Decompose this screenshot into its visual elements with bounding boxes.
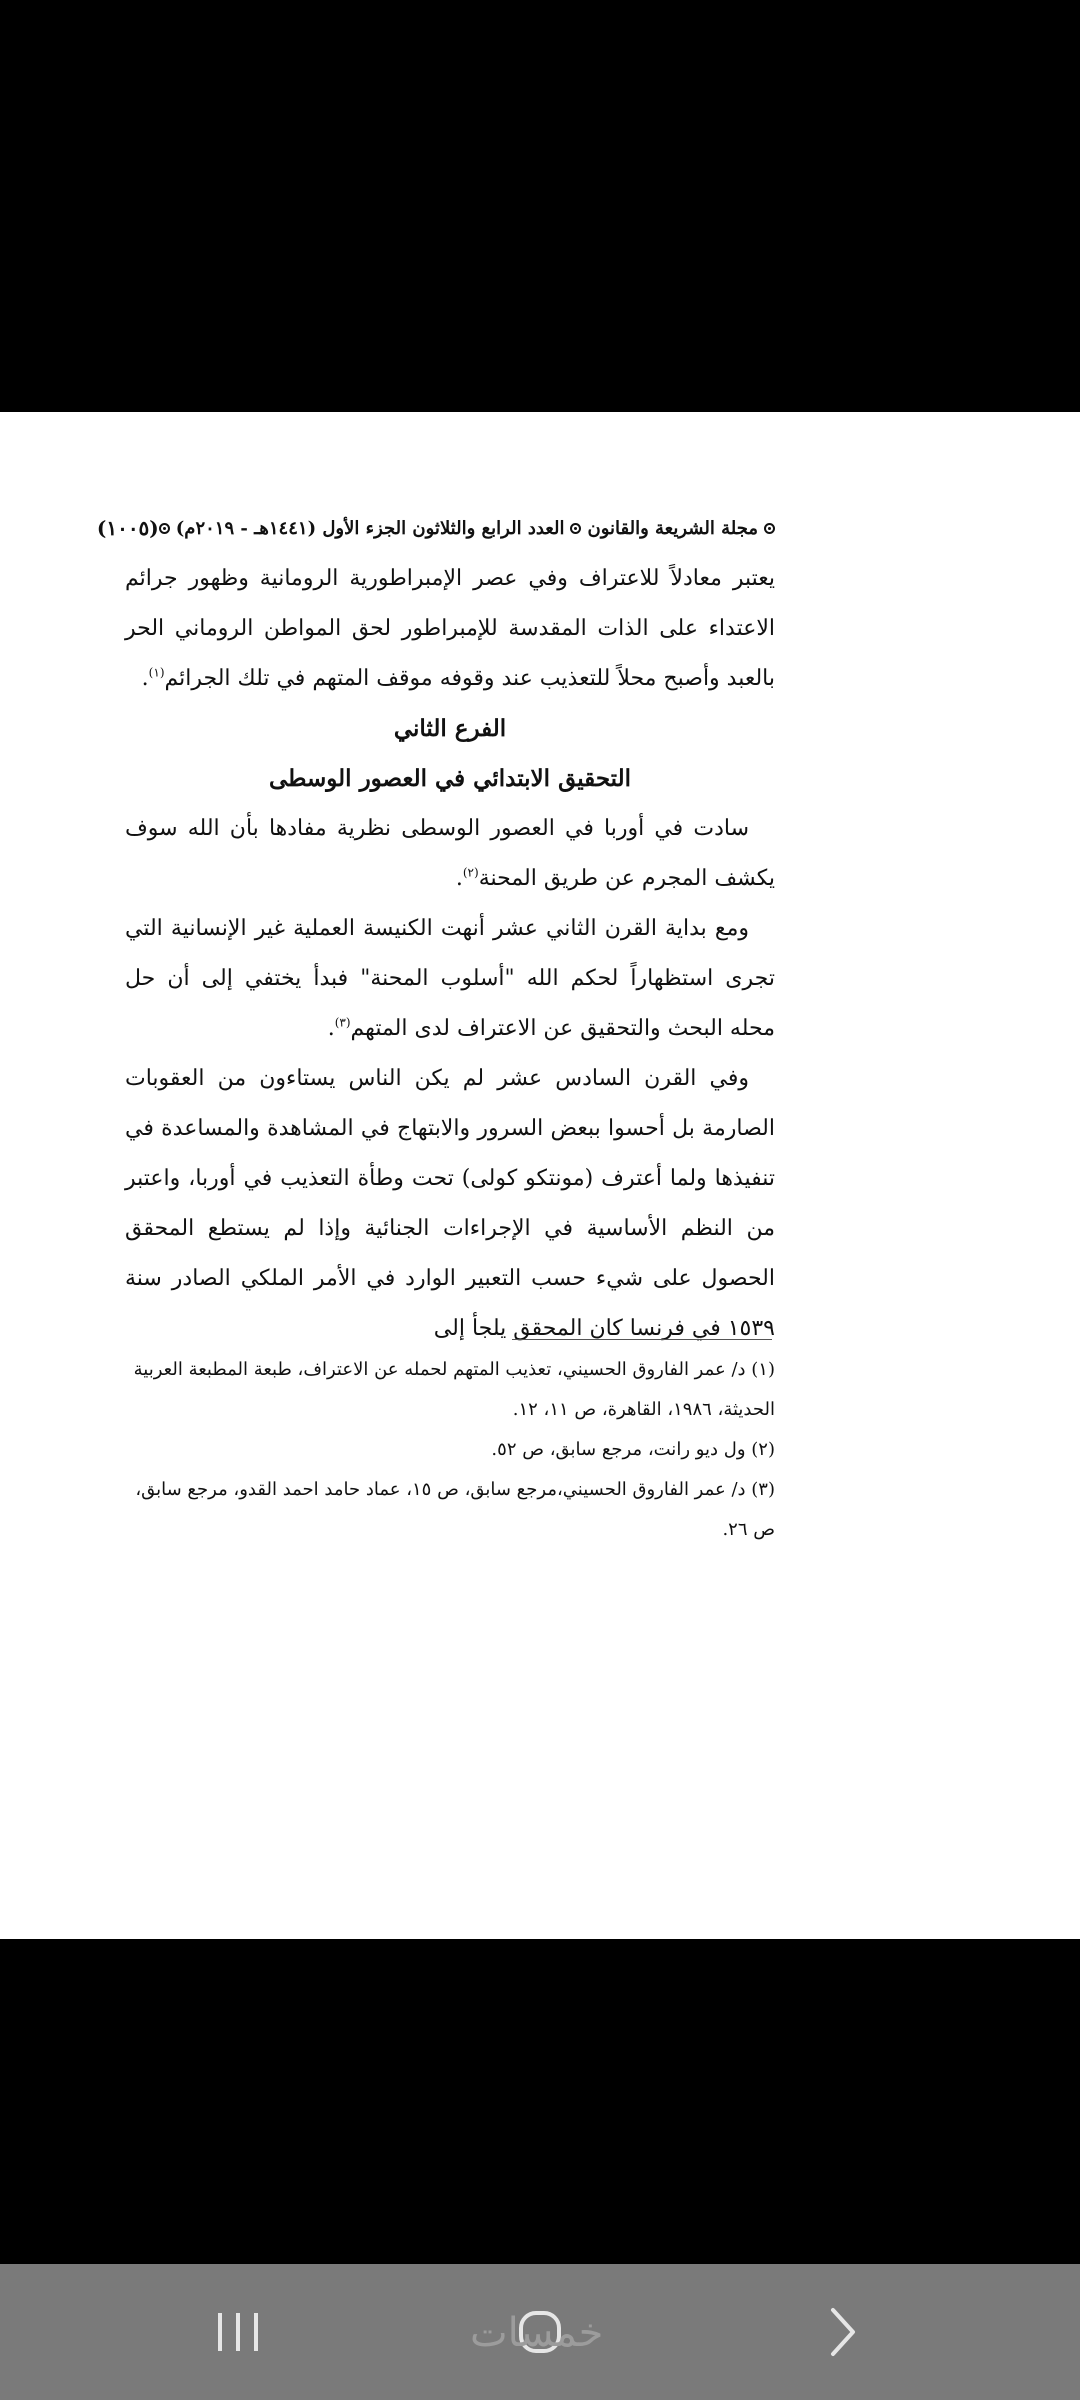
recent-apps-icon xyxy=(208,2307,268,2357)
section-subtitle: التحقيق الابتدائي في العصور الوسطى xyxy=(268,765,632,792)
document-page[interactable] xyxy=(0,412,1080,1939)
watermark: خمسات xyxy=(470,2310,604,2356)
footnote-3: (٣) د/ عمر الفاروق الحسيني،مرجع سابق، ص ١٥، عماد حامد احمد القدو، مرجع سابق، ص ٢٦. xyxy=(135,1479,775,1540)
footnote-1: (١) د/ عمر الفاروق الحسيني، تعذيب المتهم لحمله عن الاعتراف، طبعة المطبعة العربية الحديثة، ١٩٨٦، القاهرة، ص ١١، ١٢. xyxy=(133,1359,775,1420)
bullet-icon xyxy=(159,523,170,534)
footnote-ref-2[interactable]: (٢) xyxy=(462,865,479,880)
page-number: (١٠٠٥) xyxy=(96,516,159,540)
paragraph-3: ومع بداية القرن الثاني عشر أنهت الكنيسة العملية غير الإنسانية التي تجرى استظهاراً لحكم الله "أسلوب المحنة" فبدأ يختفي إلى أن حل محله البحث والتحقيق عن الاعتراف لدى المتهم$^{(٣)}$. xyxy=(125,916,775,1041)
body-text xyxy=(125,554,775,1354)
bullet-icon xyxy=(570,523,581,534)
back-button[interactable] xyxy=(782,2294,902,2370)
bullet-icon xyxy=(764,523,775,534)
journal-name: مجلة الشريعة والقانون xyxy=(587,517,758,539)
paragraph-1: يعتبر معادلاً للاعتراف وفي عصر الإمبراطورية الرومانية وظهور جرائم الاعتداء على الذات المقدسة للإمبراطور لحق المواطن الروماني الحر بالعبد وأصبح محلاً للتعذيب عند وقوفه موقف المتهم في تلك الجرائم$^{(١)}$. xyxy=(125,566,775,691)
back-icon xyxy=(817,2304,867,2360)
running-header xyxy=(96,516,775,540)
bottom-letterbox xyxy=(0,1939,1080,2264)
footnote-divider xyxy=(512,1339,772,1340)
footnote-ref-3[interactable]: (٣) xyxy=(334,1015,351,1030)
paragraph-2: سادت في أوربا في العصور الوسطى نظرية مفادها بأن الله سوف يكشف المجرم عن طريق المحنة$^{(٢)}$. xyxy=(125,816,775,891)
recent-apps-button[interactable] xyxy=(178,2294,298,2370)
issue-info: العدد الرابع والثلاثون الجزء الأول (١٤٤١هـ - ٢٠١٩م) xyxy=(175,517,565,539)
footnote-2: (٢) ول ديو رانت، مرجع سابق، ص ٥٢. xyxy=(491,1439,775,1460)
paragraph-4: وفي القرن السادس عشر لم يكن الناس يستاءون من العقوبات الصارمة بل أحسوا ببعض السرور والابتهاج في المشاهدة والمساعدة في تنفيذها ولما أعترف (مونتكو كولى) تحت وطأة التعذيب في أوربا، واعتبر من النظم الأساسية في الإجراءات الجنائية وإذا لم يستطع المحقق الحصول على شيء حسب التعبير الوارد في الأمر الملكي الصادر سنة ١٥٣٩ في فرنسا كان المحقق يلجأ إلى xyxy=(125,1066,775,1341)
footnote-ref-1[interactable]: (١) xyxy=(148,665,165,680)
section-title: الفرع الثاني xyxy=(393,715,507,742)
header-text xyxy=(159,518,775,539)
footnotes xyxy=(125,1350,775,1550)
top-letterbox xyxy=(0,0,1080,412)
